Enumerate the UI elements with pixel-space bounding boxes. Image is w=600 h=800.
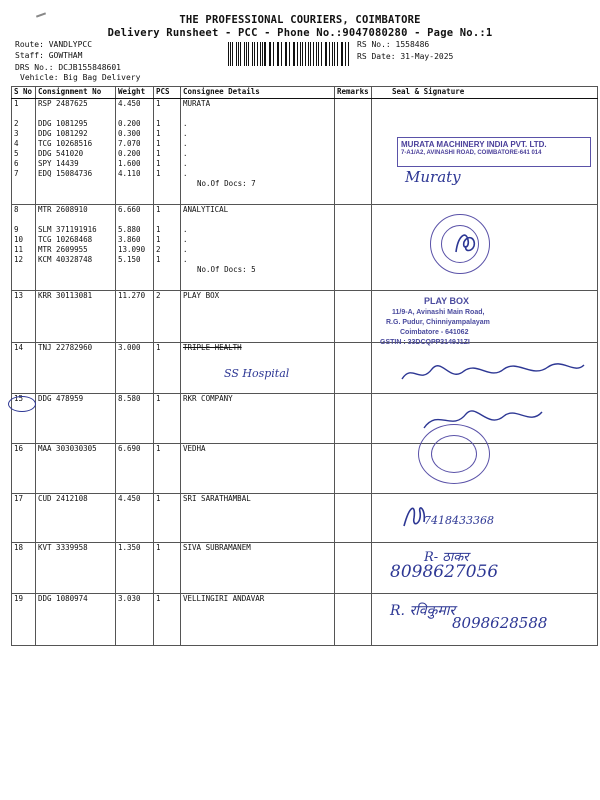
docs-count: No.Of Docs: 5: [197, 265, 256, 274]
murata-signature: Muraty: [405, 168, 461, 186]
drs-number: DRS No.: DCJB155848601: [15, 63, 121, 72]
table-row: 19 DDG 1080974 3.030 1 VELLINGIRI ANDAVAR: [12, 594, 598, 646]
murata-company-stamp: MURATA MACHINERY INDIA PVT. LTD. 7-A1/A2, AVINASHI ROAD, COIMBATORE-641 014: [397, 137, 591, 167]
playbox-stamp-address3: Coimbatore - 641062: [400, 329, 469, 336]
col-header-remarks: Remarks: [335, 87, 372, 99]
playbox-stamp-title: PLAY BOX: [424, 296, 470, 306]
table-row: 13 KRR 30113081 11.270 2 PLAY BOX: [12, 291, 598, 343]
hospital-handwritten-note: SS Hospital: [224, 367, 290, 380]
row14-signature-icon: [398, 355, 588, 391]
playbox-stamp-address2: R.G. Pudur, Chinniyampalayam: [386, 319, 490, 326]
table-row: 17 CUD 2412108 4.450 1 SRI SARATHAMBAL: [12, 494, 598, 543]
vehicle-label: Vehicle: Big Bag Delivery: [20, 73, 141, 82]
table-row: 8 9 10 11 12 MTR 2608910 SLM 371191916 TCG 10268468 MTR 2609955 KCM 40328748 6.660 5.880 3.860 13.090 5.150 1 1 1 2 1 ANALYTICAL . . . . No.Of Docs: 5: [12, 205, 598, 291]
col-header-consignment: Consignment No: [36, 87, 116, 99]
table-row: 18 KVT 3339958 1.350 1 SIVA SUBRAMANEM: [12, 543, 598, 594]
row19-phone: 8098628588: [452, 614, 548, 632]
pen-circle-mark: [8, 396, 36, 412]
rs-number: RS No.: 1558486: [357, 40, 430, 49]
col-header-consignee: Consignee Details: [181, 87, 335, 99]
rs-date: RS Date: 31-May-2025: [357, 52, 454, 61]
analytical-signature-icon: [452, 226, 482, 256]
col-header-sno: S No: [12, 87, 36, 99]
table-row: 14 TNJ 22782960 3.000 1 TRIPLE HEALTH: [12, 343, 598, 394]
runsheet-subtitle: Delivery Runsheet - PCC - Phone No.:9047080280 - Page No.:1: [107, 27, 493, 39]
row17-phone: 7418433368: [424, 514, 494, 527]
row19-receiver-name: R. रविकुमार: [390, 603, 456, 619]
table-row: 15 DDG 478959 8.580 1 RKR COMPANY: [12, 394, 598, 444]
row16-seal-icon: [418, 424, 490, 484]
col-header-pcs: PCS: [154, 87, 181, 99]
company-title: THE PROFESSIONAL COURIERS, COIMBATORE: [179, 14, 421, 26]
col-header-seal: Seal & Signature: [372, 87, 598, 99]
route-label: Route: VANDLYPCC: [15, 40, 93, 49]
playbox-stamp-address1: 11/9-A, Avinashi Main Road,: [392, 309, 485, 316]
row18-receiver-name: R- ठाकर: [424, 550, 469, 565]
row18-phone: 8098627056: [390, 562, 499, 582]
col-header-weight: Weight: [116, 87, 154, 99]
table-header-row: [12, 87, 598, 99]
table-row: 1 2 3 4 5 6 7 RSP 2487625 DDG 1081295 DDG 1081292 TCG 10268516 DDG 541020 SPY 14439 EDQ 15084736 4.450 0.200 0.300 7.070 0.200 1.600 4.110 1 1 1 1 1 1 1 MURATA . . . . . . No.Of Docs: 7: [12, 99, 598, 205]
docs-count: No.Of Docs: 7: [197, 179, 256, 188]
playbox-stamp-gstin: GSTIN : 33DCQPP3149J1ZI: [380, 339, 470, 346]
barcode-icon: [228, 42, 350, 66]
staff-label: Staff: GOWTHAM: [15, 51, 83, 60]
table-row: 16 MAA 303030305 6.690 1 VEDHA: [12, 444, 598, 494]
